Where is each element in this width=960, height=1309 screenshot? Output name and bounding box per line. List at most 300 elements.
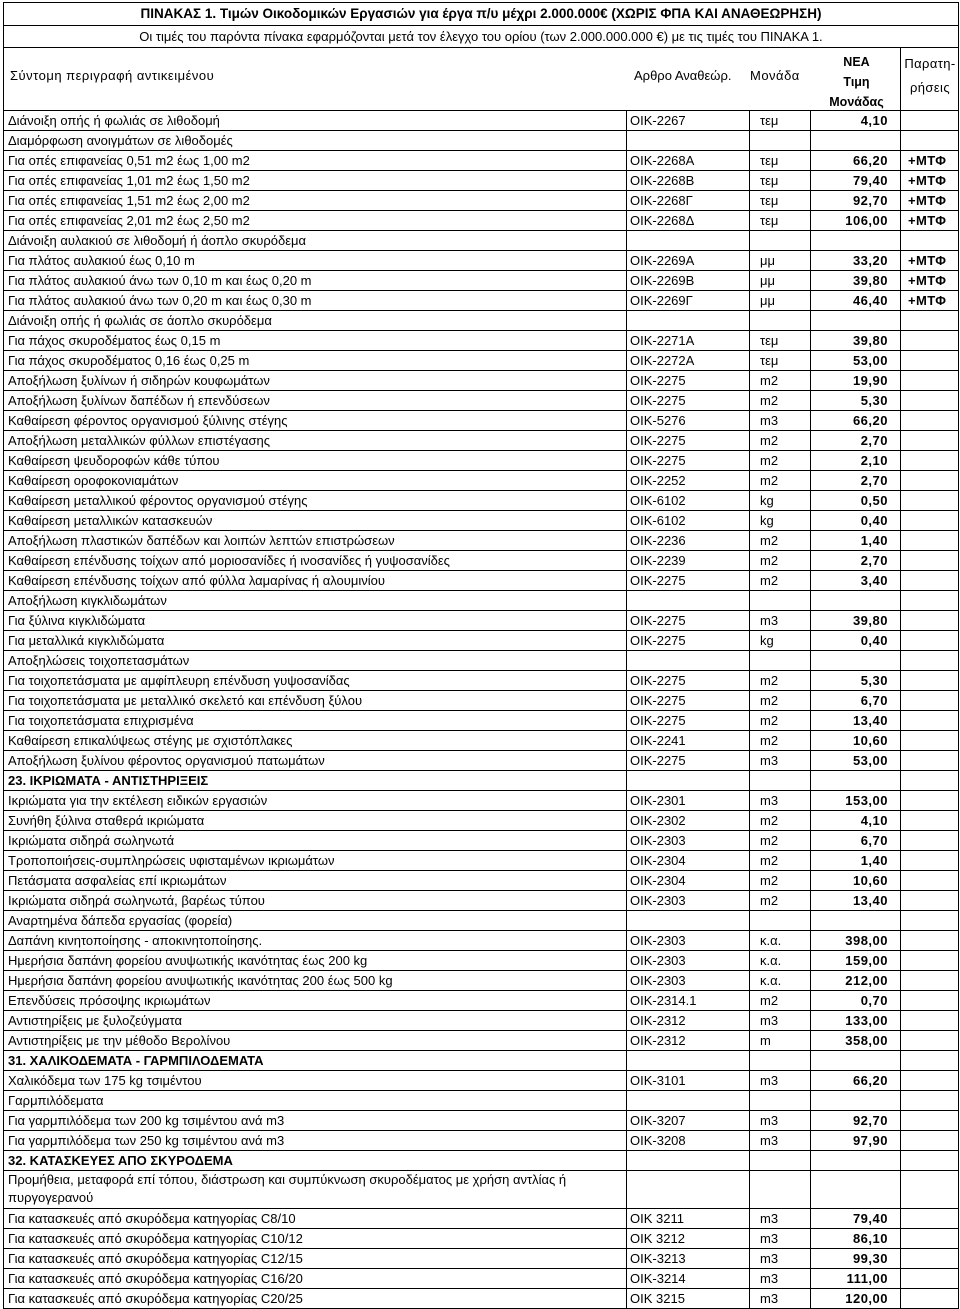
row-description: Επενδύσεις πρόσοψης ικριωμάτων [8, 993, 211, 1008]
column-divider [810, 411, 811, 430]
table-row [4, 1209, 958, 1229]
row-unit: m [760, 1033, 771, 1048]
row-description: Αποξήλωση ξυλίνου φέροντος οργανισμού πατωμάτων [8, 753, 325, 768]
column-divider [810, 611, 811, 630]
row-unit: m2 [760, 853, 779, 868]
table-row [4, 1051, 958, 1071]
row-price: 133,00 [845, 1013, 888, 1028]
row-unit: τεμ [760, 353, 779, 368]
row-code: ΟΙΚ-2303 [630, 893, 686, 908]
row-unit: m3 [760, 1271, 779, 1286]
row-price: 10,60 [852, 873, 888, 888]
column-divider [900, 871, 901, 890]
row-code: ΟΙΚ-3208 [630, 1133, 686, 1148]
table-row [4, 711, 958, 731]
header-price [814, 52, 899, 112]
column-divider [749, 1131, 750, 1150]
row-price: 10,60 [852, 733, 888, 748]
column-divider [626, 431, 627, 450]
column-divider [900, 911, 901, 930]
column-divider [810, 1151, 811, 1170]
row-price: 0,40 [860, 513, 888, 528]
row-price: 53,00 [852, 353, 888, 368]
row-unit: kg [760, 513, 774, 528]
column-divider [749, 711, 750, 730]
column-divider [749, 971, 750, 990]
row-unit: m3 [760, 1113, 779, 1128]
row-price: 159,00 [845, 953, 888, 968]
row-price: 2,70 [860, 473, 888, 488]
row-description: Διάνοιξη αυλακιού σε λιθοδομή ή άοπλο σκυρόδεμα [8, 233, 307, 248]
column-divider [749, 251, 750, 270]
column-divider [626, 651, 627, 670]
row-code: ΟΙΚ-2271Α [630, 333, 695, 348]
column-divider [810, 1031, 811, 1050]
table-row [4, 451, 958, 471]
column-divider [900, 651, 901, 670]
column-divider [810, 991, 811, 1010]
column-divider [810, 951, 811, 970]
column-divider [810, 971, 811, 990]
column-divider [810, 1011, 811, 1030]
row-unit: m2 [760, 893, 779, 908]
row-notes: +ΜΤΦ [908, 193, 947, 208]
row-code: ΟΙΚ-2301 [630, 793, 686, 808]
column-divider [749, 551, 750, 570]
row-unit: m2 [760, 673, 779, 688]
column-divider [900, 1111, 901, 1130]
column-divider [810, 791, 811, 810]
row-price: 0,70 [860, 993, 888, 1008]
column-divider [810, 771, 811, 790]
row-unit: m3 [760, 793, 779, 808]
column-divider [626, 1171, 627, 1208]
column-divider [810, 1249, 811, 1268]
column-divider [900, 1011, 901, 1030]
column-divider [749, 1051, 750, 1070]
column-divider [900, 611, 901, 630]
row-unit: m3 [760, 1231, 779, 1246]
row-unit: m3 [760, 1211, 779, 1226]
column-divider [626, 691, 627, 710]
column-divider [749, 851, 750, 870]
row-code: ΟΙΚ-3207 [630, 1113, 686, 1128]
column-divider [626, 1051, 627, 1070]
table-row [4, 791, 958, 811]
table-row [4, 731, 958, 751]
column-divider [626, 531, 627, 550]
column-divider [900, 391, 901, 410]
column-divider [626, 1031, 627, 1050]
row-unit: m2 [760, 833, 779, 848]
column-divider [749, 391, 750, 410]
column-divider [900, 931, 901, 950]
table-header [4, 48, 958, 111]
column-divider [626, 111, 627, 130]
column-divider [900, 971, 901, 990]
table-row [4, 591, 958, 611]
row-description: Για μεταλλικά κιγκλιδώματα [8, 633, 165, 648]
table-row [4, 631, 958, 651]
row-description: Διάνοιξη οπής ή φωλιάς σε άοπλο σκυρόδεμα [8, 313, 272, 328]
column-divider [900, 691, 901, 710]
column-divider [749, 1249, 750, 1268]
column-divider [810, 1229, 811, 1248]
column-divider [900, 711, 901, 730]
row-price: 39,80 [852, 273, 888, 288]
table-row [4, 951, 958, 971]
column-divider [626, 171, 627, 190]
column-divider [810, 571, 811, 590]
column-divider [626, 931, 627, 950]
row-description: Για κατασκευές από σκυρόδεμα κατηγορίας C10/12 [8, 1231, 303, 1246]
table-row [4, 571, 958, 591]
row-code: ΟΙΚ-2312 [630, 1013, 686, 1028]
column-divider [749, 431, 750, 450]
row-price: 79,40 [852, 173, 888, 188]
column-divider [900, 211, 901, 230]
column-divider [749, 231, 750, 250]
column-divider [810, 1269, 811, 1288]
row-code: ΟΙΚ-2269Α [630, 253, 695, 268]
column-divider [810, 1289, 811, 1308]
column-divider [626, 1229, 627, 1248]
column-divider [749, 1091, 750, 1110]
row-unit: μμ [760, 253, 775, 268]
column-divider [900, 491, 901, 510]
column-divider [810, 1071, 811, 1090]
column-divider [810, 191, 811, 210]
column-divider [626, 1091, 627, 1110]
column-divider [749, 571, 750, 590]
column-divider [810, 511, 811, 530]
row-description: Συνήθη ξύλινα σταθερά ικριώματα [8, 813, 205, 828]
column-divider [626, 951, 627, 970]
column-divider [626, 311, 627, 330]
column-divider [810, 291, 811, 310]
column-divider [749, 151, 750, 170]
column-divider [900, 351, 901, 370]
column-divider [810, 651, 811, 670]
column-divider [810, 631, 811, 650]
column-divider [626, 831, 627, 850]
column-divider [900, 1229, 901, 1248]
row-unit: m3 [760, 413, 779, 428]
row-description: Καθαίρεση ψευδοροφών κάθε τύπου [8, 453, 220, 468]
row-price: 106,00 [845, 213, 888, 228]
column-divider [749, 471, 750, 490]
row-unit: m3 [760, 613, 779, 628]
table-row [4, 1151, 958, 1171]
column-divider [810, 1091, 811, 1110]
column-divider [749, 831, 750, 850]
row-code: ΟΙΚ-2267 [630, 113, 686, 128]
column-divider [900, 591, 901, 610]
row-description: Καθαίρεση φέροντος οργανισμού ξύλινης στέγης [8, 413, 288, 428]
column-divider [810, 451, 811, 470]
row-description: Αποξηλώσεις τοιχοπετασμάτων [8, 653, 190, 668]
column-divider [900, 371, 901, 390]
row-description: Για τοιχοπετάσματα επιχρισμένα [8, 713, 194, 728]
column-divider [810, 391, 811, 410]
column-divider [626, 991, 627, 1010]
column-divider [626, 791, 627, 810]
column-divider [749, 211, 750, 230]
column-divider [749, 411, 750, 430]
column-divider [810, 551, 811, 570]
column-divider [626, 291, 627, 310]
row-unit: m3 [760, 753, 779, 768]
row-description: Για κατασκευές από σκυρόδεμα κατηγορίας C12/15 [8, 1251, 303, 1266]
column-divider [900, 811, 901, 830]
column-divider [626, 571, 627, 590]
row-description: Καθαίρεση μεταλλικών κατασκευών [8, 513, 213, 528]
column-divider [749, 1071, 750, 1090]
column-divider [900, 271, 901, 290]
column-divider [626, 1151, 627, 1170]
row-unit: m2 [760, 733, 779, 748]
column-divider [900, 1091, 901, 1110]
row-description: Αποξήλωση πλαστικών δαπέδων και λοιπών λεπτών επιστρώσεων [8, 533, 395, 548]
column-divider [749, 671, 750, 690]
column-divider [626, 1011, 627, 1030]
column-divider [810, 311, 811, 330]
column-divider [626, 271, 627, 290]
column-divider [749, 131, 750, 150]
row-code: ΟΙΚ-2275 [630, 713, 686, 728]
table-row [4, 331, 958, 351]
column-divider [749, 371, 750, 390]
row-code: ΟΙΚ-2268Α [630, 153, 695, 168]
column-divider [626, 891, 627, 910]
table-row [4, 191, 958, 211]
table-row [4, 971, 958, 991]
column-divider [626, 971, 627, 990]
column-divider [749, 911, 750, 930]
row-code: ΟΙΚ-2304 [630, 873, 686, 888]
row-description: Καθαίρεση επικαλύψεως στέγης με σχιστόπλακες [8, 733, 293, 748]
row-unit: μμ [760, 293, 775, 308]
row-price: 86,10 [852, 1231, 888, 1246]
row-unit: kg [760, 493, 774, 508]
row-unit: κ.α. [760, 973, 782, 988]
column-divider [810, 211, 811, 230]
row-description: Διαμόρφωση ανοιγμάτων σε λιθοδομές [8, 133, 233, 148]
row-description: Ικριώματα για την εκτέλεση ειδικών εργασιών [8, 793, 268, 808]
column-divider [810, 371, 811, 390]
row-description: Αποξήλωση ξυλίνων δαπέδων ή επενδύσεων [8, 393, 270, 408]
header-divider [900, 48, 901, 110]
column-divider [900, 891, 901, 910]
row-description: Δαπάνη κινητοποίησης - αποκινητοποίησης. [8, 933, 263, 948]
column-divider [626, 511, 627, 530]
row-description: Προμήθεια, μεταφορά επί τόπου, διάστρωση και συμπύκνωση σκυροδέματος με χρήση αντλίας ή πυργογερανού [8, 1172, 567, 1205]
column-divider [749, 1171, 750, 1208]
table-row [4, 751, 958, 771]
column-divider [749, 171, 750, 190]
header-code: Αρθρο Αναθεώρ. [634, 68, 732, 83]
table-row [4, 1071, 958, 1091]
row-description: 31. ΧΑΛΙΚΟΔΕΜΑΤΑ - ΓΑΡΜΠΙΛΟΔΕΜΑΤΑ [8, 1053, 264, 1068]
row-price: 2,70 [860, 433, 888, 448]
column-divider [626, 851, 627, 870]
row-notes: +ΜΤΦ [908, 213, 947, 228]
row-description: Για οπές επιφανείας 0,51 m2 έως 1,00 m2 [8, 153, 250, 168]
table-row [4, 1091, 958, 1111]
row-price: 6,70 [860, 833, 888, 848]
row-description: Καθαίρεση επένδυσης τοίχων από μοριοσανίδες ή ινοσανίδες ή γυψοσανίδες [8, 553, 450, 568]
row-unit: m2 [760, 433, 779, 448]
row-code: ΟΙΚ-2241 [630, 733, 686, 748]
column-divider [810, 271, 811, 290]
column-divider [810, 751, 811, 770]
column-divider [900, 451, 901, 470]
row-unit: m3 [760, 1073, 779, 1088]
row-description: Ημερήσια δαπάνη φορείου ανυψωτικής ικανότητας έως 200 kg [8, 953, 368, 968]
column-divider [900, 311, 901, 330]
row-description: Διάνοιξη οπής ή φωλιάς σε λιθοδομή [8, 113, 220, 128]
column-divider [810, 851, 811, 870]
row-code: ΟΙΚ-2312 [630, 1033, 686, 1048]
row-unit: m2 [760, 993, 779, 1008]
column-divider [749, 311, 750, 330]
column-divider [810, 251, 811, 270]
row-unit: τεμ [760, 213, 779, 228]
row-description: 23. ΙΚΡΙΩΜΑΤΑ - ΑΝΤΙΣΤΗΡΙΞΕΙΣ [8, 773, 209, 788]
row-code: ΟΙΚ 3215 [630, 1291, 685, 1306]
column-divider [900, 831, 901, 850]
table-row [4, 531, 958, 551]
row-price: 53,00 [852, 753, 888, 768]
column-divider [749, 1209, 750, 1228]
row-code: ΟΙΚ-2275 [630, 753, 686, 768]
column-divider [749, 691, 750, 710]
row-unit: τεμ [760, 333, 779, 348]
column-divider [810, 351, 811, 370]
table-row [4, 251, 958, 271]
table-row [4, 211, 958, 231]
column-divider [626, 191, 627, 210]
column-divider [626, 451, 627, 470]
row-description: Ικριώματα σιδηρά σωληνωτά, βαρέως τύπου [8, 893, 265, 908]
row-description: Αντιστηρίξεις με την μέθοδο Βερολίνου [8, 1033, 231, 1048]
table-row [4, 891, 958, 911]
column-divider [900, 791, 901, 810]
row-code: ΟΙΚ-2236 [630, 533, 686, 548]
row-unit: m2 [760, 573, 779, 588]
column-divider [900, 291, 901, 310]
row-notes: +ΜΤΦ [908, 153, 947, 168]
column-divider [810, 171, 811, 190]
row-unit: m2 [760, 393, 779, 408]
column-divider [749, 731, 750, 750]
column-divider [626, 771, 627, 790]
row-description: Πετάσματα ασφαλείας επί ικριωμάτων [8, 873, 227, 888]
row-description: Καθαίρεση μεταλλικού φέροντος οργανισμού στέγης [8, 493, 308, 508]
column-divider [810, 1171, 811, 1208]
table-row [4, 1269, 958, 1289]
column-divider [810, 151, 811, 170]
row-price: 2,10 [860, 453, 888, 468]
row-price: 39,80 [852, 333, 888, 348]
column-divider [626, 751, 627, 770]
column-divider [810, 691, 811, 710]
row-unit: m2 [760, 373, 779, 388]
column-divider [810, 671, 811, 690]
table-body [4, 111, 958, 1309]
column-divider [900, 771, 901, 790]
row-price: 3,40 [860, 573, 888, 588]
column-divider [626, 411, 627, 430]
table-row [4, 131, 958, 151]
row-code: ΟΙΚ-3213 [630, 1251, 686, 1266]
row-description: Για πάχος σκυροδέματος έως 0,15 m [8, 333, 221, 348]
column-divider [900, 251, 901, 270]
column-divider [626, 591, 627, 610]
column-divider [749, 611, 750, 630]
row-description: Για γαρμπιλόδεμα των 200 kg τσιμέντου ανά m3 [8, 1113, 285, 1128]
column-divider [900, 1249, 901, 1268]
table-row [4, 1131, 958, 1151]
column-divider [626, 551, 627, 570]
column-divider [626, 811, 627, 830]
row-code: ΟΙΚ-2304 [630, 853, 686, 868]
column-divider [749, 1011, 750, 1030]
row-code: ΟΙΚ-2302 [630, 813, 686, 828]
table-row [4, 1031, 958, 1051]
column-divider [900, 1269, 901, 1288]
header-price-line1: ΝΕΑ [843, 55, 870, 69]
column-divider [749, 351, 750, 370]
row-code: ΟΙΚ-2314.1 [630, 993, 697, 1008]
row-description: Γαρμπιλόδεματα [8, 1093, 104, 1108]
column-divider [900, 671, 901, 690]
row-unit: m3 [760, 1291, 779, 1306]
column-divider [810, 471, 811, 490]
column-divider [626, 1269, 627, 1288]
column-divider [626, 1131, 627, 1150]
header-description: Σύντομη περιγραφή αντικειμένου [10, 68, 215, 83]
row-unit: m2 [760, 473, 779, 488]
column-divider [626, 471, 627, 490]
price-table [3, 2, 959, 1309]
column-divider [626, 631, 627, 650]
column-divider [810, 1209, 811, 1228]
table-row [4, 511, 958, 531]
row-code: ΟΙΚ-2268Γ [630, 193, 693, 208]
row-code: ΟΙΚ-2275 [630, 433, 686, 448]
table-row [4, 151, 958, 171]
row-code: ΟΙΚ-2275 [630, 573, 686, 588]
row-unit: m2 [760, 453, 779, 468]
column-divider [749, 191, 750, 210]
column-divider [900, 631, 901, 650]
header-notes-line2: ρήσεις [910, 80, 950, 95]
row-code: ΟΙΚ-2268Β [630, 173, 695, 188]
row-price: 99,30 [852, 1251, 888, 1266]
column-divider [900, 151, 901, 170]
row-price: 66,20 [852, 1073, 888, 1088]
row-code: ΟΙΚ-5276 [630, 413, 686, 428]
column-divider [810, 831, 811, 850]
row-unit: m2 [760, 813, 779, 828]
table-row [4, 1011, 958, 1031]
row-notes: +ΜΤΦ [908, 253, 947, 268]
column-divider [900, 571, 901, 590]
column-divider [626, 911, 627, 930]
column-divider [900, 1131, 901, 1150]
row-unit: kg [760, 633, 774, 648]
